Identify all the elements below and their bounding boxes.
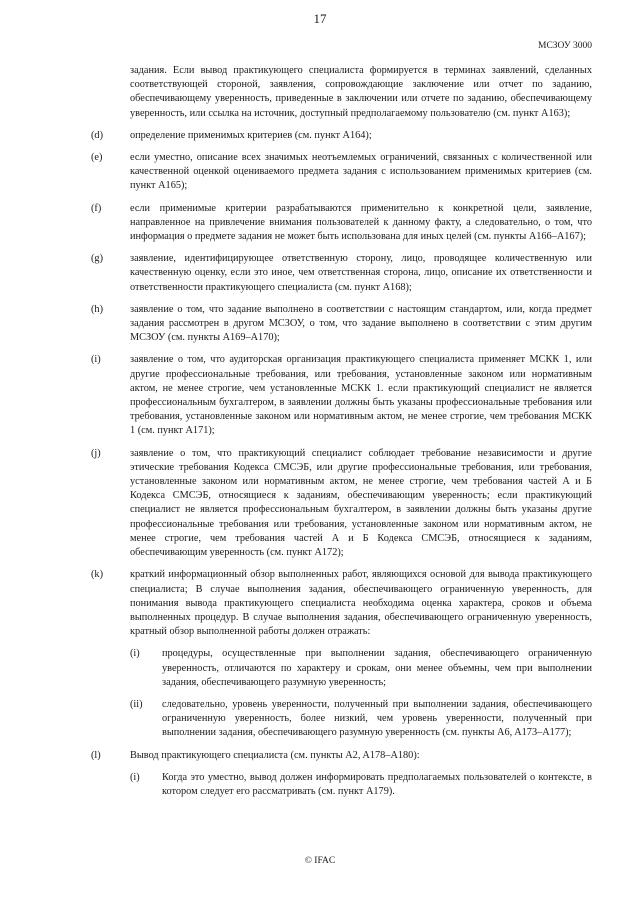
sub-item-text: следовательно, уровень уверенности, полученный при выполнении задания, обеспечивающего ограниченную уверенность, более низкий, чем уровень уверенности, полученный при выполнении задания, обеспечивающего разумную уверенность (см. пункты A6, A173–A177);	[162, 698, 592, 739]
item-marker: (f)	[91, 202, 102, 214]
item-text: Вывод практикующего специалиста (см. пункты A2, A178–A180):	[130, 749, 420, 761]
sub-item-k-ii	[130, 698, 592, 741]
item-text: если применимые критерии разрабатываются применительно к конкретной цели, заявление, направленное на привлечение внимания пользователей к данному факту, а следовательно, о том, что информация о предмете задания не может быть использована для иных целей (см. пункты A166–A167);	[130, 202, 592, 243]
item-marker: (k)	[91, 569, 104, 581]
item-marker: (d)	[91, 129, 104, 141]
list-item-d	[91, 129, 592, 143]
sub-item-k-i	[130, 647, 592, 690]
item-marker: (j)	[91, 447, 101, 459]
sub-item-l-i	[130, 771, 592, 799]
sub-item-text: Когда это уместно, вывод должен информировать предполагаемых пользователей о контексте, в котором следует его рассматривать (см. пункт A179).	[162, 771, 592, 797]
list-item-j	[91, 447, 592, 561]
list-item-f	[91, 202, 592, 245]
item-marker: (i)	[91, 354, 101, 366]
item-text: заявление, идентифицирующее ответственную сторону, лицо, проводящее количественную или качественную оценку, если это иное, чем ответственная сторона, лицо, описание их ответственности и ответственности практикующего специалиста (см. пункт A168);	[130, 253, 592, 293]
item-marker: (l)	[91, 749, 101, 761]
item-marker: (g)	[91, 253, 104, 265]
list-item-e	[91, 151, 592, 194]
item-text: заявление о том, что аудиторская организация практикующего специалиста применяет МСКК 1, или другие профессиональные требования, или требования, установленные законом или нормативным актом, не менее строгие, чем установленные МСКК 1. если практикующий специалист не является профессиональным бухгалтером, в заявлении должны быть указаны профессиональные требования или требования, установленные законом или нормативным актом, не менее строгие, чем требования МСКК 1 (см. пункт A171);	[130, 354, 592, 437]
intro-paragraph: задания. Если вывод практикующего специалиста формируется в терминах заявлений, сделанных соответствующей стороной, заявления, сопровождающие заключение или отчет по заданию, обеспечивающему уверенность, приведенные в заключении или отчете по заданию, обеспечивающему уверенность, или ссылка на источник, доступный предполагаемому пользователю (см. пункт A163);	[130, 65, 592, 119]
sub-item-text: процедуры, осуществленные при выполнении задания, обеспечивающего ограниченную уверенность, отличаются по характеру и срокам, они менее объемны, чем при выполнении задания, обеспечивающего разумную уверенность;	[162, 648, 592, 688]
list-item-i	[91, 353, 592, 438]
list-item-l	[91, 749, 592, 800]
document-code: МСЗОУ 3000	[538, 41, 592, 51]
page-number: 17	[313, 11, 327, 26]
list-item-h	[91, 303, 592, 346]
item-marker: (e)	[91, 152, 103, 164]
item-marker: (h)	[91, 303, 104, 315]
item-text: заявление о том, что задание выполнено в соответствии с настоящим стандартом, или, когда предмет задания рассмотрен в другом МСЗОУ, о том, что задание выполнено в соответствии с этим другим МСЗОУ (см. пункты A169–A170);	[130, 303, 592, 344]
list-item-k	[91, 568, 592, 740]
list-item-g	[91, 252, 592, 295]
item-text: если уместно, описание всех значимых неотъемлемых ограничений, связанных с количественной или качественной оценкой оцениваемого предмета задания с использованием применимых критериев (см. пункт A165);	[130, 152, 592, 192]
item-text: заявление о том, что практикующий специалист соблюдает требование независимости и другие этические требования Кодекса СМСЭБ, или другие профессиональные требования, или требования, установленные законом или нормативным актом, не менее строгие, чем требования частей А и Б Кодекса СМСЭБ, относящиеся к заданиям, обеспечивающим уверенность; если практикующий специалист не является профессиональным бухгалтером, в заявлении должны быть указаны другие профессиональные требования или требования, установленные законом или нормативным актом, не менее строгие, чем требования частей А и Б Кодекса СМСЭБ, относящиеся к заданиям, обеспечивающим уверенность (см. пункт A172);	[130, 447, 592, 559]
copyright-footer: © IFAC	[304, 856, 336, 866]
item-text: определение применимых критериев (см. пункт A164);	[130, 129, 372, 141]
sub-item-marker: (ii)	[130, 698, 143, 710]
item-text: краткий информационный обзор выполненных работ, являющихся основой для вывода практикующего специалиста; В случае выполнения задания, обеспечивающего ограниченную уверенность, для понимания вывода практикующего специалиста необходима оценка характера, сроков и объема выполненных процедур. В случае выполнения задания, обеспечивающего ограниченную уверенность, кратный обзор выполненной работы должен отражать:	[130, 569, 592, 638]
sub-item-marker: (i)	[130, 648, 140, 660]
page-content	[91, 64, 592, 799]
sub-item-marker: (i)	[130, 771, 140, 783]
